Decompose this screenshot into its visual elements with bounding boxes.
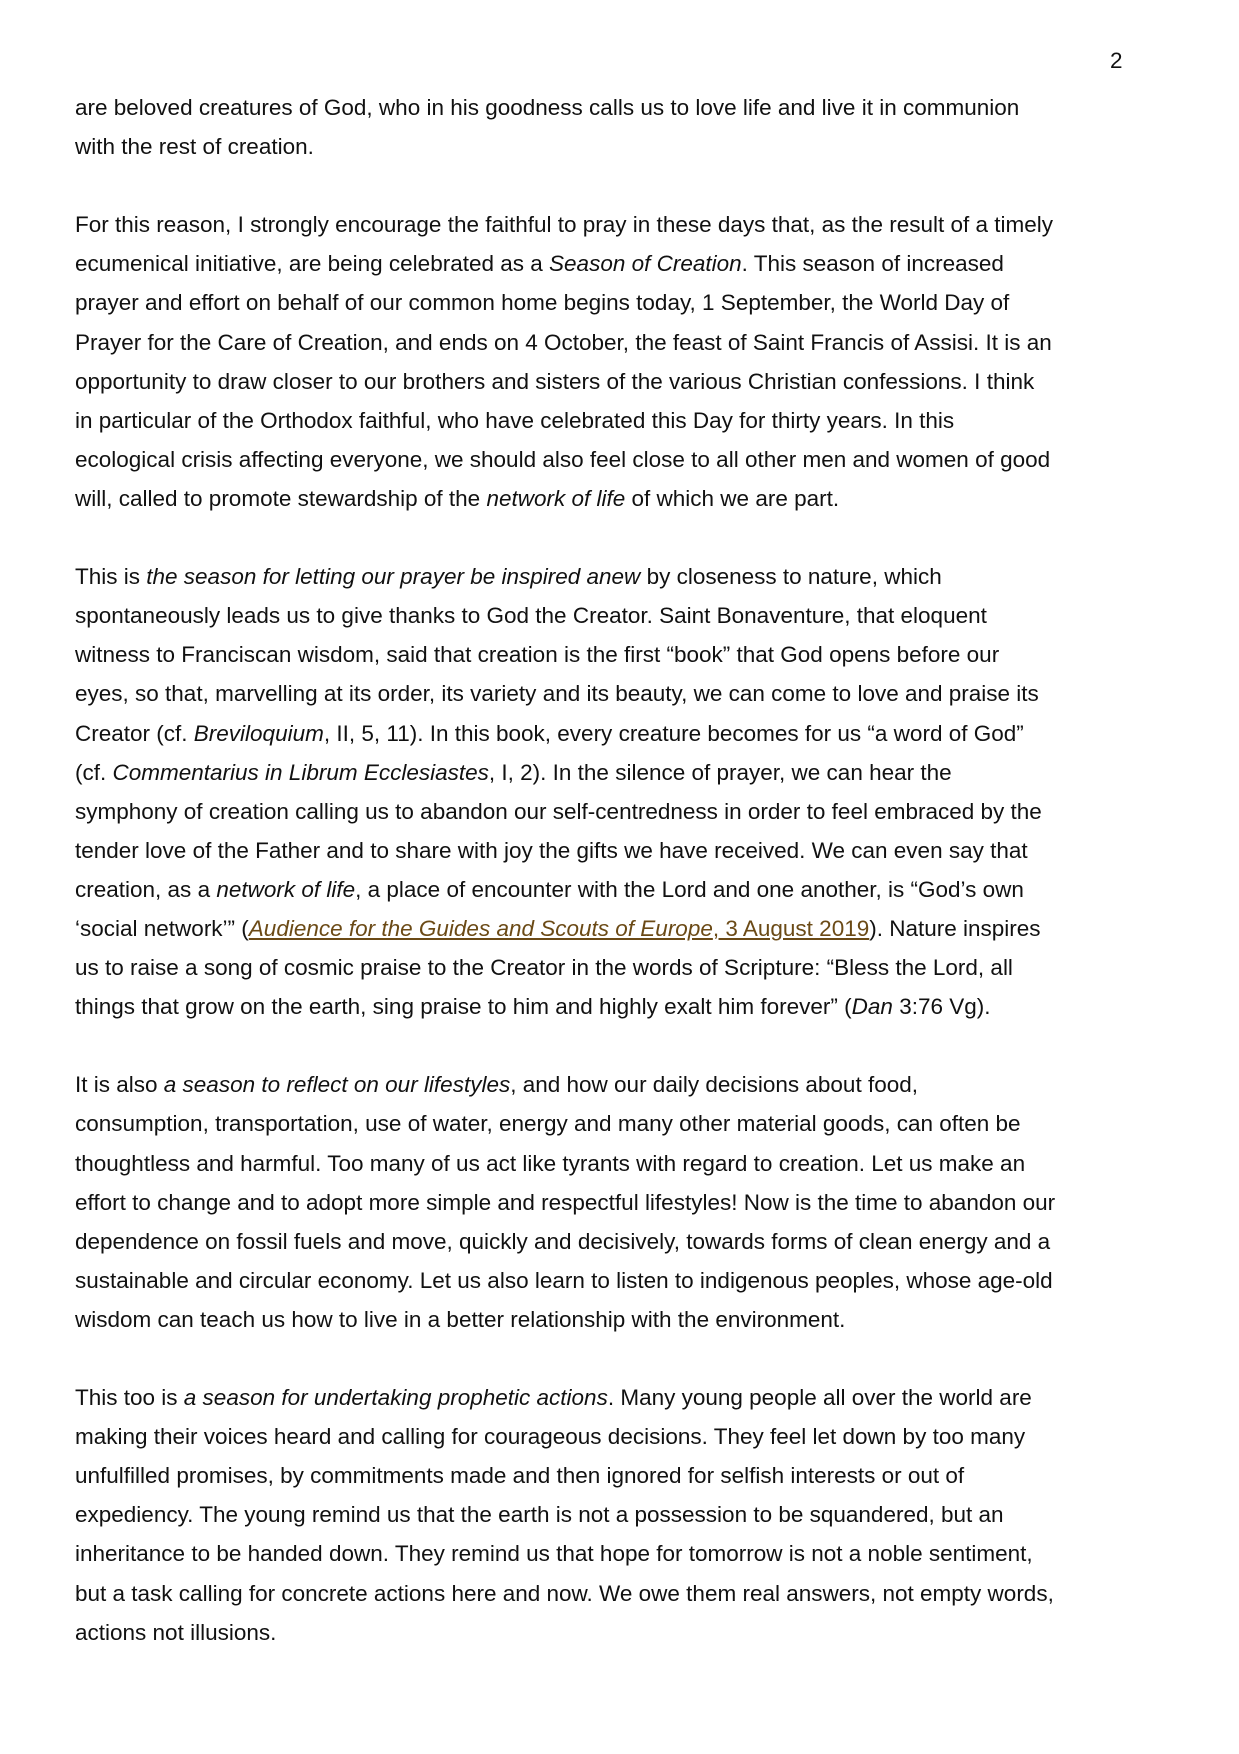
text-run: creation, as a [75, 876, 217, 902]
text-line: effort to change and to adopt more simple and respectful lifestyles! Now is the time to abandon our [75, 1189, 1056, 1215]
italic-phrase: Season of Creation [549, 251, 742, 277]
paragraph-1 [75, 88, 1175, 166]
link-title: Audience for the Guides and Scouts of Europe [248, 915, 713, 941]
text-run: by closeness to nature, which [640, 564, 942, 590]
text-line: tender love of the Father and to share with joy the gifts we have received. We can even say that [75, 837, 1028, 863]
text-line [75, 909, 1175, 948]
paragraph-3 [75, 557, 1175, 1026]
text-line [75, 753, 1175, 792]
text-line [75, 987, 1175, 1026]
italic-phrase: network of life [216, 876, 356, 902]
text-line [75, 244, 1175, 283]
text-line: spontaneously leads us to give thanks to God the Creator. Saint Bonaventure, that eloquent [75, 603, 987, 629]
text-run: , a place of encounter with the Lord and one another, is “God’s own [355, 876, 1024, 902]
text-line: unfulfilled promises, by commitments made and then ignored for selfish interests or out of [75, 1463, 965, 1489]
letter-body [75, 88, 1175, 1691]
italic-phrase: Dan [851, 994, 893, 1020]
text-line: thoughtless and harmful. Too many of us act like tyrants with regard to creation. Let us make an [75, 1150, 1026, 1176]
link-date: , 3 August 2019 [712, 915, 870, 941]
text-line: ecological crisis affecting everyone, we should also feel close to all other men and women of good [75, 446, 1051, 472]
text-run: . This season of increased [741, 251, 1004, 277]
text-run: ‘social network’” ( [75, 915, 249, 941]
text-run: ecumenical initiative, are being celebrated as a [75, 251, 550, 277]
text-line: symphony of creation calling us to abandon our self-centredness in order to feel embraced by the [75, 798, 1042, 824]
text-line: with the rest of creation. [75, 134, 314, 160]
italic-phrase: the season for letting our prayer be inspired anew [146, 564, 641, 590]
text-line: in particular of the Orthodox faithful, who have celebrated this Day for thirty years. In this [75, 407, 955, 433]
page-number: 2 [1110, 48, 1123, 73]
text-line [75, 479, 1175, 518]
text-line: Prayer for the Care of Creation, and ends on 4 October, the feast of Saint Francis of Assisi. It is an [75, 329, 1052, 355]
paragraph-5 [75, 1378, 1175, 1652]
italic-phrase: Commentarius in Librum Ecclesiastes [112, 759, 489, 785]
text-run: (cf. [75, 759, 113, 785]
text-run: will, called to promote stewardship of the [75, 485, 487, 511]
text-line: For this reason, I strongly encourage the faithful to pray in these days that, as the result of a timely [75, 212, 1054, 238]
text-run: ). Nature inspires [869, 915, 1041, 941]
audience-reference-link[interactable] [249, 916, 869, 941]
text-run: . Many young people all over the world are [607, 1385, 1032, 1411]
text-run: , and how our daily decisions about food, [510, 1072, 918, 1098]
text-run: Creator (cf. [75, 720, 194, 746]
text-run: of which we are part. [625, 485, 840, 511]
text-line: are beloved creatures of God, who in his goodness calls us to love life and live it in communion [75, 95, 1020, 120]
text-run: , II, 5, 11). In this book, every creature becomes for us “a word of God” [323, 720, 1024, 746]
text-line: actions not illusions. [75, 1619, 277, 1645]
text-line: consumption, transportation, use of water, energy and many other material goods, can often be [75, 1111, 1021, 1137]
text-line: sustainable and circular economy. Let us also learn to listen to indigenous peoples, whose age-old [75, 1267, 1053, 1293]
text-line [75, 870, 1175, 909]
text-line: inheritance to be handed down. They remind us that hope for tomorrow is not a noble sentiment, [75, 1541, 1033, 1567]
italic-phrase: network of life [486, 485, 626, 511]
italic-phrase: Breviloquium [193, 720, 324, 746]
text-line [75, 557, 1175, 596]
text-run: , I, 2). In the silence of prayer, we can hear the [488, 759, 952, 785]
text-line: us to raise a song of cosmic praise to the Creator in the words of Scripture: “Bless the Lord, all [75, 955, 1013, 981]
text-run: This is [75, 564, 147, 590]
text-line: witness to Franciscan wisdom, said that creation is the first “book” that God opens before our [75, 642, 1000, 668]
text-line: eyes, so that, marvelling at its order, its variety and its beauty, we can come to love and praise its [75, 681, 1039, 707]
text-run: This too is [75, 1385, 184, 1411]
text-run: things that grow on the earth, sing praise to him and highly exalt him forever” ( [75, 994, 852, 1020]
paragraph-2 [75, 205, 1175, 518]
text-line: but a task calling for concrete actions here and now. We owe them real answers, not empty words, [75, 1580, 1054, 1606]
text-line: expediency. The young remind us that the earth is not a possession to be squandered, but an [75, 1502, 1004, 1528]
text-run: 3:76 Vg). [892, 994, 991, 1020]
text-line [75, 1065, 1175, 1104]
text-line [75, 1378, 1175, 1417]
italic-phrase: a season to reflect on our lifestyles [163, 1072, 511, 1098]
text-line: prayer and effort on behalf of our common home begins today, 1 September, the World Day of [75, 290, 1010, 316]
text-run: It is also [75, 1072, 164, 1098]
text-line: dependence on fossil fuels and move, quickly and decisively, towards forms of clean energy and a [75, 1228, 1051, 1254]
text-line [75, 714, 1175, 753]
text-line: wisdom can teach us how to live in a better relationship with the environment. [75, 1306, 846, 1332]
text-line: making their voices heard and calling for courageous decisions. They feel let down by too many [75, 1424, 1026, 1450]
text-line: opportunity to draw closer to our brothers and sisters of the various Christian confessions. I think [75, 368, 1035, 394]
italic-phrase: a season for undertaking prophetic actions [183, 1385, 608, 1411]
paragraph-4 [75, 1065, 1175, 1339]
